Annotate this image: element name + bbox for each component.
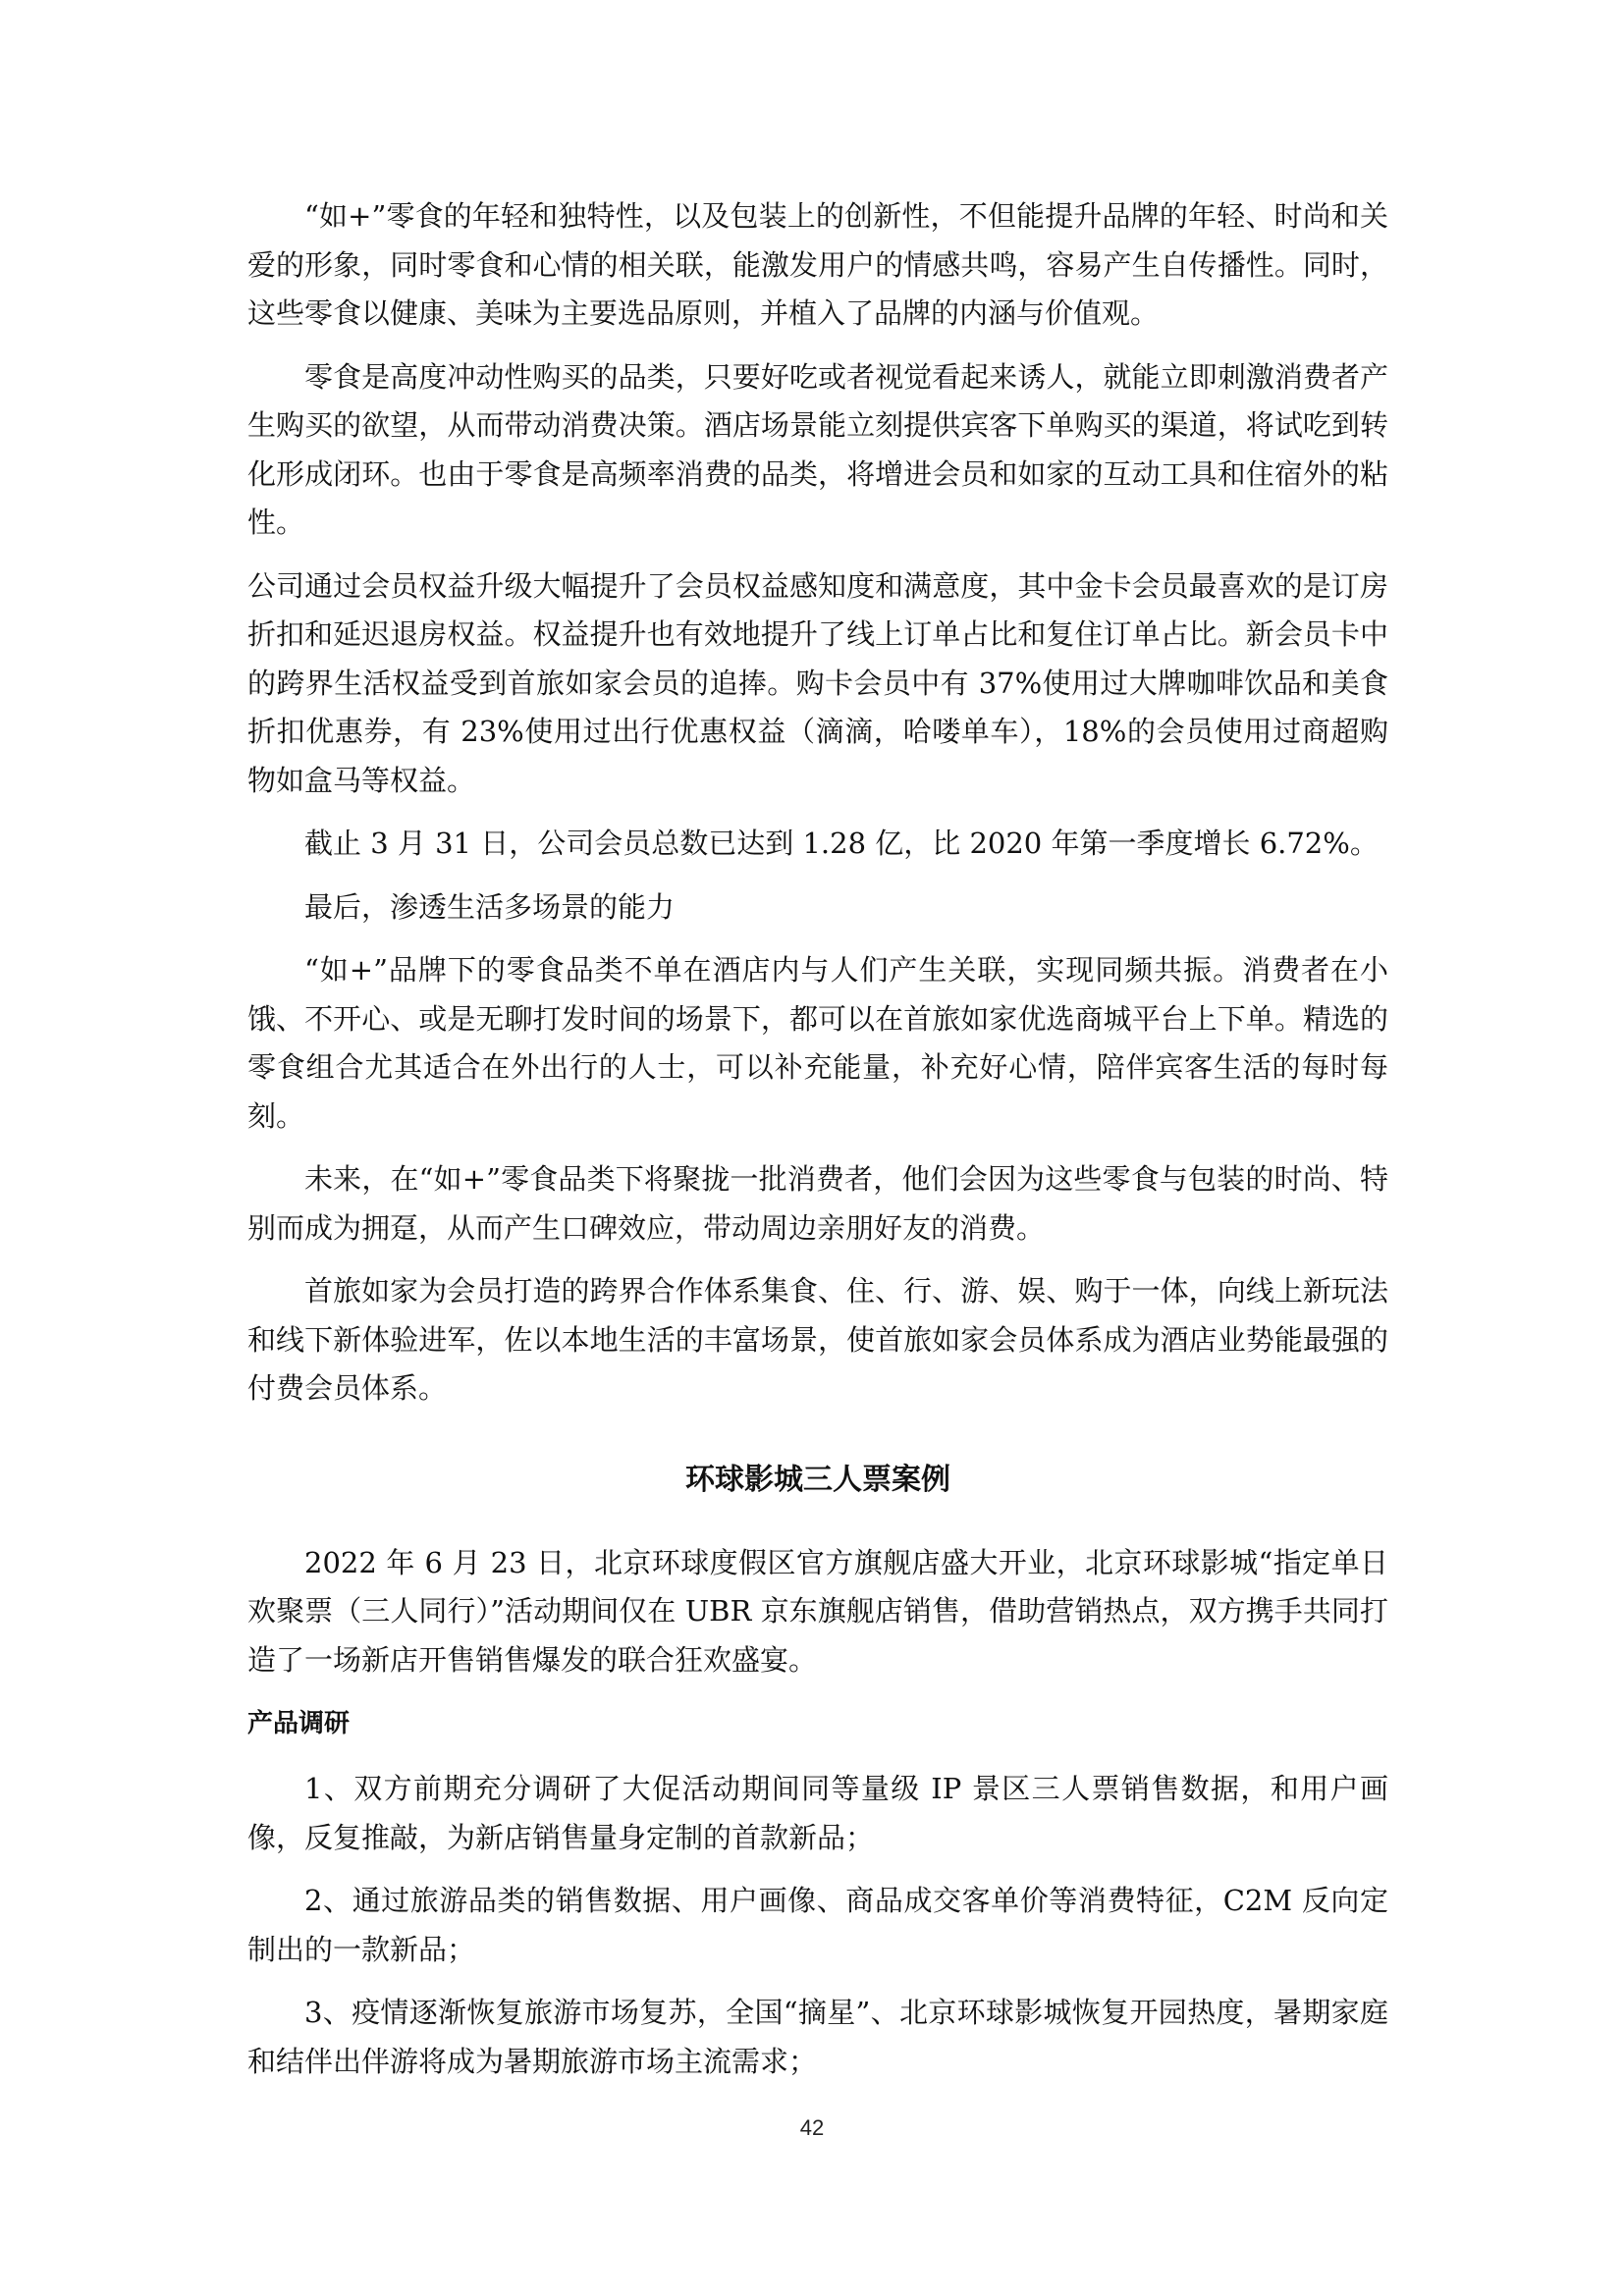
list-item: 1、双方前期充分调研了大促活动期间同等量级 IP 景区三人票销售数据，和用户画像，反复推敲，为新店销售量身定制的首款新品；: [247, 1772, 1388, 1854]
paragraph: “如+”品牌下的零食品类不单在酒店内与人们产生关联，实现同频共振。消费者在小饿、不开心、或是无聊打发时间的场景下，都可以在首旅如家优选商城平台上下单。精选的零食组合尤其适合在外出行的人士，可以补充能量，补充好心情，陪伴宾客生活的每时每刻。: [247, 953, 1388, 1133]
section-title: 环球影城三人票案例: [685, 1462, 950, 1497]
paragraph: 未来，在“如+”零食品类下将聚拢一批消费者，他们会因为这些零食与包装的时尚、特别而成为拥趸，从而产生口碑效应，带动周边亲朋好友的消费。: [247, 1162, 1388, 1245]
document-body: [247, 192, 1388, 2101]
intro-paragraph: 2022 年 6 月 23 日，北京环球度假区官方旗舰店盛大开业，北京环球影城“指定单日欢聚票（三人同行）”活动期间仅在 UBR 京东旗舰店销售，借助营销热点，双方携手共同打造了一场新店开售销售爆发的联合狂欢盛宴。: [247, 1545, 1388, 1677]
paragraph: 最后，渗透生活多场景的能力: [304, 889, 676, 924]
list-item: 2、通过旅游品类的销售数据、用户画像、商品成交客单价等消费特征，C2M 反向定制出的一款新品；: [247, 1884, 1388, 1966]
paragraph: 首旅如家为会员打造的跨界合作体系集食、住、行、游、娱、购于一体，向线上新玩法和线下新体验进军，佐以本地生活的丰富场景，使首旅如家会员体系成为酒店业势能最强的付费会员体系。: [247, 1274, 1388, 1405]
paragraph: 截止 3 月 31 日，公司会员总数已达到 1.28 亿，比 2020 年第一季度增长 6.72%。: [304, 827, 1379, 860]
paragraph: 零食是高度冲动性购买的品类，只要好吃或者视觉看起来诱人，就能立即刺激消费者产生购买的欲望，从而带动消费决策。酒店场景能立刻提供宾客下单购买的渠道，将试吃到转化形成闭环。也由于零食是高频率消费的品类，将增进会员和如家的互动工具和住宿外的粘性。: [247, 359, 1388, 539]
page-number: 42: [799, 2115, 825, 2140]
paragraph: 公司通过会员权益升级大幅提升了会员权益感知度和满意度，其中金卡会员最喜欢的是订房折扣和延迟退房权益。权益提升也有效地提升了线上订单占比和复住订单占比。新会员卡中的跨界生活权益受到首旅如家会员的追捧。购卡会员中有 37%使用过大牌咖啡饮品和美食折扣优惠券，有 23%使用过出行优惠权益（滴滴，哈喽单车），18%的会员使用过商超购物如盒马等权益。: [247, 568, 1388, 797]
subsection-title: 产品调研: [247, 1709, 351, 1738]
list-item: 3、疫情逐渐恢复旅游市场复苏，全国“摘星”、北京环球影城恢复开园热度，暑期家庭和结伴出伴游将成为暑期旅游市场主流需求；: [247, 1996, 1388, 2078]
paragraph: “如+”零食的年轻和独特性，以及包装上的创新性，不但能提升品牌的年轻、时尚和关爱的形象，同时零食和心情的相关联，能激发用户的情感共鸣，容易产生自传播性。同时，这些零食以健康、美味为主要选品原则，并植入了品牌的内涵与价值观。: [247, 199, 1388, 330]
